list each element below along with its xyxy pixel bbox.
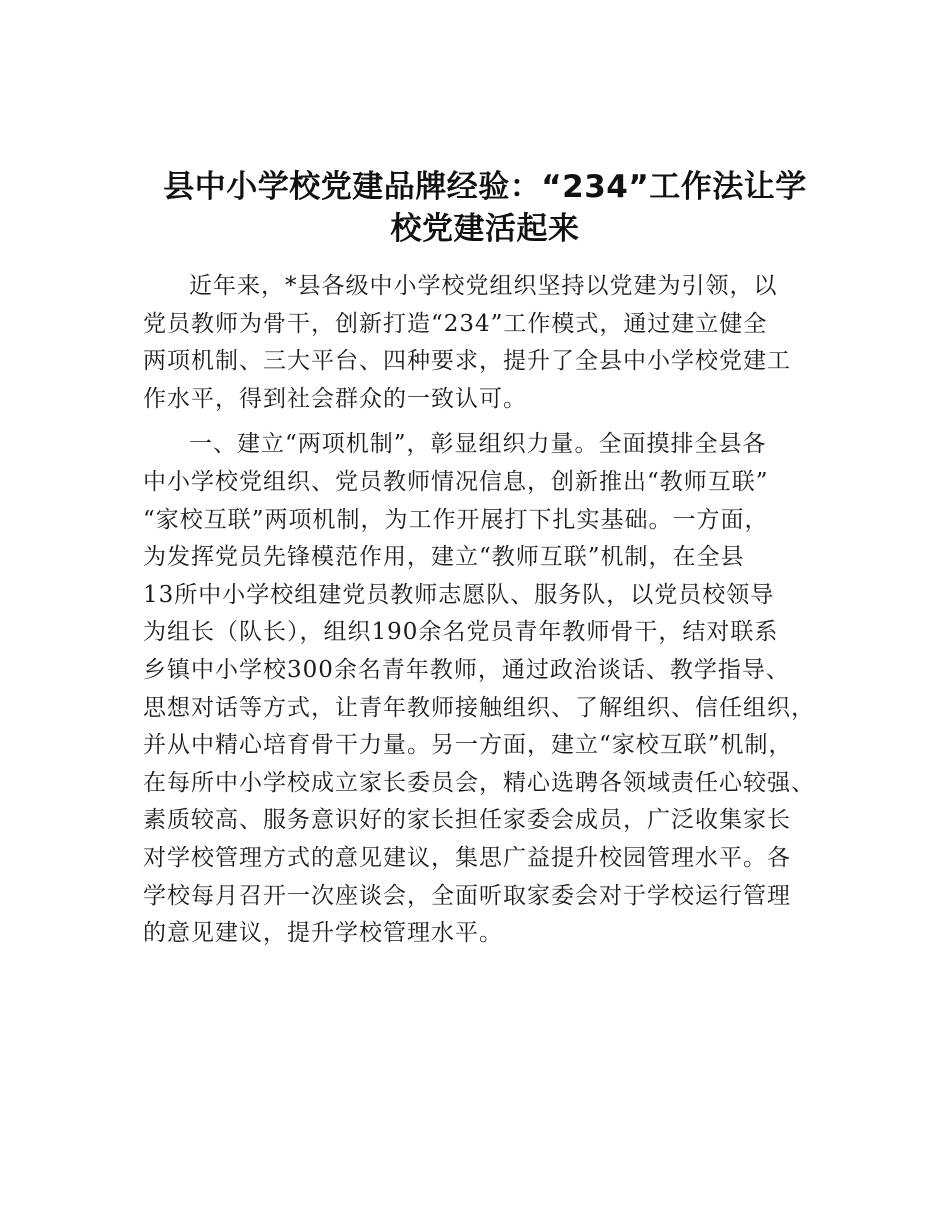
document-title <box>140 166 830 250</box>
document-body <box>143 268 833 953</box>
text-line: 为发挥党员先锋模范作用，建立“教师互联”机制，在全县 <box>143 544 745 571</box>
text-line: “家校互联”两项机制，为工作开展打下扎实基础。一方面， <box>143 506 769 533</box>
paragraph-section-one <box>143 426 833 952</box>
text-line: 学校每月召开一次座谈会，全面听取家委会对于学校运行管理 <box>143 882 791 909</box>
title-line: 县中小学校党建品牌经验：“234”工作法让学 <box>163 169 807 205</box>
text-line: 在每所中小学校成立家长委员会，精心选聘各领域责任心较强、 <box>143 769 815 796</box>
text-line: 党员教师为骨干，创新打造“234”工作模式，通过建立健全 <box>143 310 768 337</box>
paragraph-intro <box>143 268 833 418</box>
text-line: 乡镇中小学校300余名青年教师，通过政治谈话、教学指导、 <box>143 656 790 683</box>
text-line: 为组长（队长），组织190余名党员青年教师骨干，结对联系 <box>143 619 779 646</box>
text-line: 对学校管理方式的意见建议，集思广益提升校园管理水平。各 <box>143 844 791 871</box>
text-line: 素质较高、服务意识好的家长担任家委会成员，广泛收集家长 <box>143 807 791 834</box>
text-line: 近年来，*县各级中小学校党组织坚持以党建为引领，以 <box>189 273 778 299</box>
text-line: 的意见建议，提升学校管理水平。 <box>143 920 503 947</box>
text-line: 两项机制、三大平台、四种要求，提升了全县中小学校党建工 <box>143 348 791 375</box>
text-line: 思想对话等方式，让青年教师接触组织、了解组织、信任组织， <box>143 694 815 721</box>
text-line: 中小学校党组织、党员教师情况信息，创新推出“教师互联” <box>143 468 769 495</box>
text-line: 13所中小学校组建党员教师志愿队、服务队，以党员校领导 <box>143 581 775 608</box>
title-line: 校党建活起来 <box>390 211 580 247</box>
text-line: 一、建立“两项机制”，彰显组织力量。全面摸排全县各 <box>189 431 767 458</box>
text-line: 作水平，得到社会群众的一致认可。 <box>143 385 527 412</box>
text-line: 并从中精心培育骨干力量。另一方面，建立“家校互联”机制， <box>143 732 793 759</box>
